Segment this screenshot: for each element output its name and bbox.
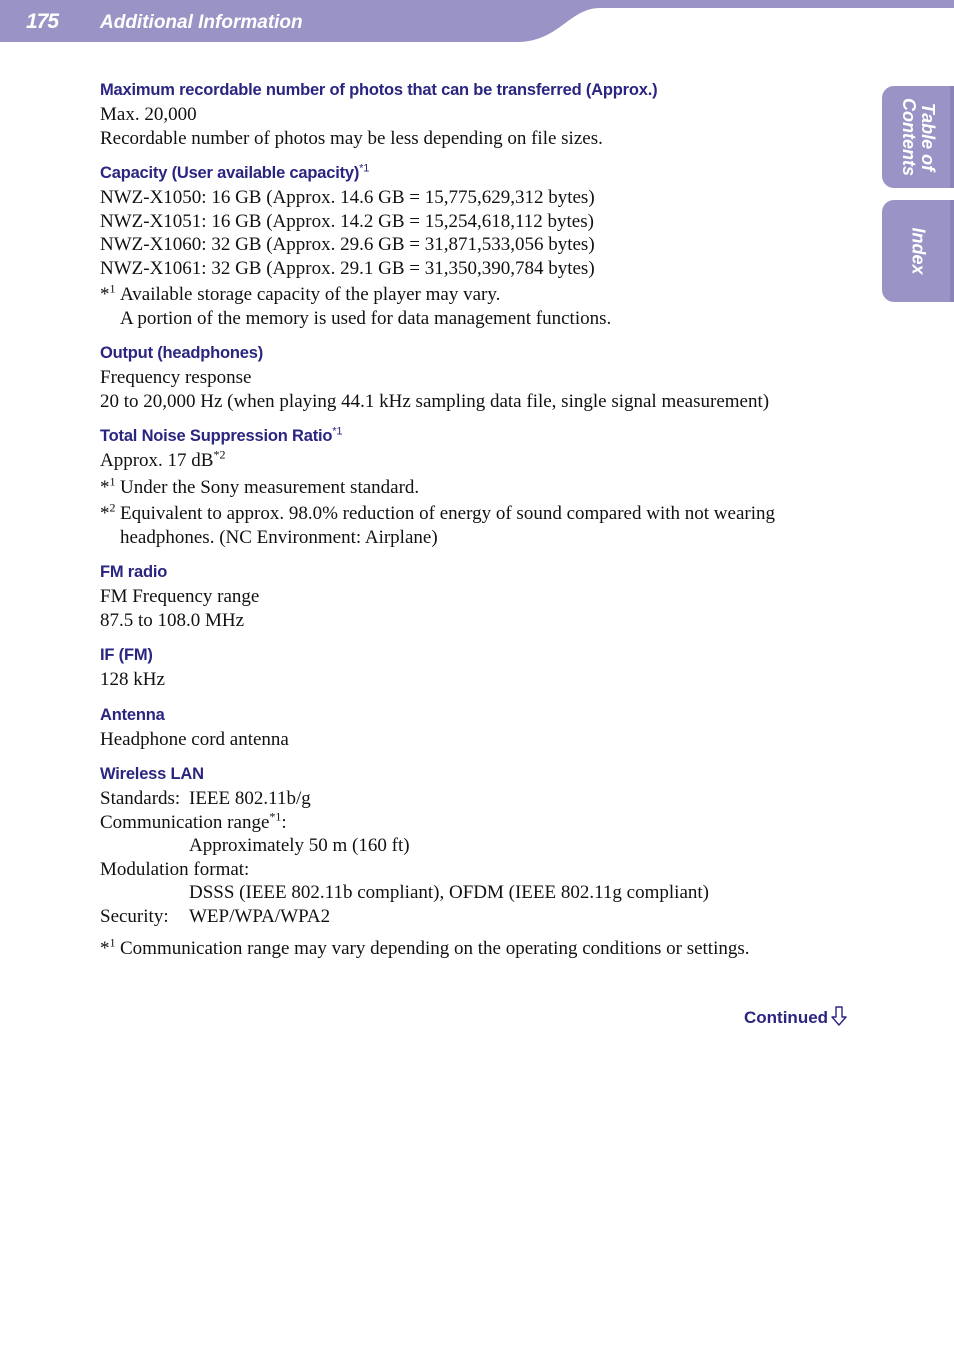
heading-capacity: Capacity (User available capacity)$^{*1}$ bbox=[100, 162, 370, 182]
photos-line-2: Recordable number of photos may be less depending on file sizes. bbox=[100, 127, 603, 149]
heading-output: Output (headphones) bbox=[100, 344, 264, 362]
tab-index-label: Index bbox=[908, 227, 929, 275]
fm-line-1: FM Frequency range bbox=[100, 586, 260, 607]
antenna-line-1: Headphone cord antenna bbox=[100, 728, 289, 750]
page-number: 175 bbox=[26, 10, 59, 33]
heading-wireless-lan: Wireless LAN bbox=[100, 765, 204, 783]
wlan-footnote: *$^1$ Communication range may vary depending on the operating conditions or settings. bbox=[100, 935, 750, 959]
wlan-standards-row bbox=[100, 787, 860, 811]
wlan-security-row bbox=[100, 905, 860, 929]
tab-index[interactable] bbox=[882, 200, 954, 302]
tab-table-of-contents[interactable] bbox=[882, 86, 954, 188]
arrow-down-icon bbox=[831, 1006, 847, 1026]
heading-fm-radio: FM radio bbox=[100, 563, 168, 581]
section-title: Additional Information bbox=[100, 12, 303, 33]
wlan-security-value: WEP/WPA/WPA2 bbox=[189, 905, 331, 927]
continued-link[interactable] bbox=[744, 1006, 847, 1028]
wlan-modulation-label: Modulation format: bbox=[100, 858, 250, 880]
capacity-footnote-text-2: A portion of the memory is used for data management functions. bbox=[120, 307, 612, 329]
capacity-line-4: NWZ-X1061: 32 GB (Approx. 29.1 GB = 31,350,390,784 bytes) bbox=[100, 257, 595, 279]
page-header bbox=[0, 0, 954, 44]
noise-value: Approx. 17 $dB^{*2}$ bbox=[100, 447, 226, 471]
capacity-line-1: NWZ-X1050: 16 GB (Approx. 14.6 GB = 15,775,629,312 bytes) bbox=[100, 187, 595, 208]
heading-photos: Maximum recordable number of photos that can be transferred (Approx.) bbox=[100, 81, 658, 99]
noise-footnote-2: *$^2$ Equivalent to approx. 98.0% reduction of energy of sound compared with not wearing headphones. (NC Environment: Airplane) bbox=[100, 500, 775, 548]
heading-antenna: Antenna bbox=[100, 705, 165, 724]
noise-footnote-ref: *1 bbox=[332, 425, 343, 438]
output-line-1: Frequency response bbox=[100, 367, 252, 388]
heading-if-fm: IF (FM) bbox=[100, 646, 153, 664]
output-line-2: 20 to 20,000 Hz (when playing 44.1 kHz sampling data file, single signal measurement) bbox=[100, 390, 770, 412]
capacity-line-3: NWZ-X1060: 32 GB (Approx. 29.6 GB = 31,871,533,056 bytes) bbox=[100, 234, 595, 255]
wlan-standards-label: Standards: bbox=[100, 788, 181, 809]
tab-table-of-contents-label: Table of Contents bbox=[899, 98, 938, 176]
if-line-1: 128 kHz bbox=[100, 669, 165, 690]
wlan-standards-value: IEEE 802.11b/g bbox=[189, 788, 311, 809]
wlan-security-label: Security: bbox=[100, 905, 169, 927]
capacity-line-2: NWZ-X1051: 16 GB (Approx. 14.2 GB = 15,254,618,112 bytes) bbox=[100, 210, 594, 232]
noise-footnote-1: *$^1$ Under the Sony measurement standard. bbox=[100, 474, 420, 498]
wlan-range-value: Approximately 50 m (160 ft) bbox=[189, 835, 410, 856]
fm-line-2: 87.5 to 108.0 MHz bbox=[100, 609, 245, 631]
photos-line-1: Max. 20,000 bbox=[100, 104, 197, 125]
capacity-footnote-text: Available storage capacity of the player may vary. bbox=[120, 284, 501, 305]
heading-noise: Total Noise Suppression Ratio$^{*1}$ bbox=[100, 425, 343, 445]
continued-label: Continued bbox=[744, 1008, 829, 1027]
wlan-modulation-value: DSSS (IEEE 802.11b compliant), OFDM (IEEE 802.11g compliant) bbox=[189, 882, 709, 903]
capacity-footnote-ref: *1 bbox=[359, 162, 370, 175]
spec-content bbox=[100, 78, 860, 961]
capacity-footnote: *$^1$ Available storage capacity of the player may vary. A portion of the memory is used for data management functions. bbox=[100, 281, 612, 329]
wlan-range-label: Communication range$^{*1}$: bbox=[100, 809, 287, 833]
